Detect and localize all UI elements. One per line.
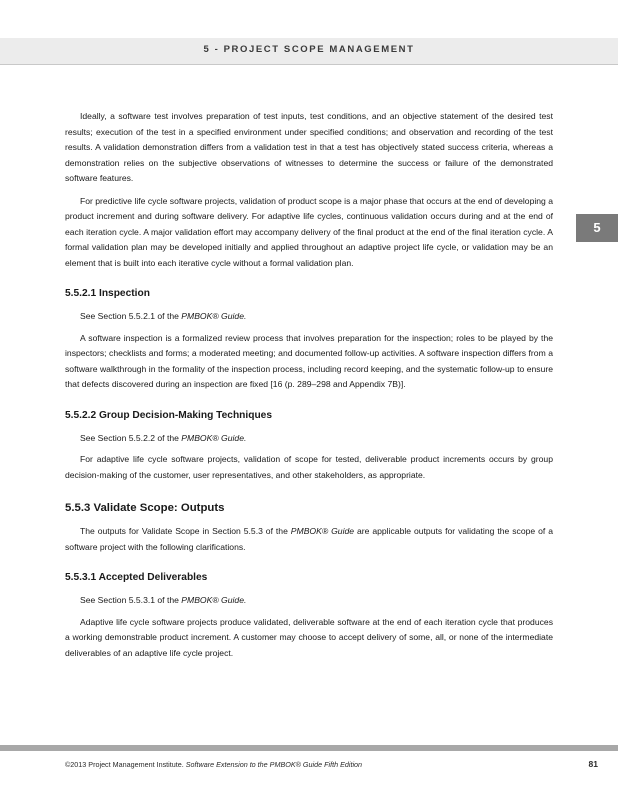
page-number: 81: [588, 759, 598, 769]
chapter-tab: 5: [576, 214, 618, 242]
page-body: [65, 109, 553, 668]
paragraph-predictive-validation: For predictive life cycle software projects, validation of product scope is a major phase that occurs at the end of developing a product increment and during software delivery. For adaptive life cycles, continuous validation occurs during and at the end of each iteration cycle. A major validation effort may accompany delivery of the final product at the end of the final iteration cycle. A formal validation plan may be developed initially and applied throughout an adaptive project life cycle, or validation may be an element that is built into each iterative cycle without a formal validation plan.: [65, 195, 553, 268]
footer-band: [0, 745, 618, 751]
reference-guide: PMBOK® Guide.: [181, 311, 247, 321]
outputs-guide: PMBOK® Guide: [290, 526, 355, 536]
reference-5-5-3-1: [65, 593, 553, 609]
reference-text: See Section 5.5.2.2 of the: [80, 432, 182, 443]
heading-5-5-3: 5.5.3 Validate Scope: Outputs: [65, 502, 225, 514]
reference-guide: PMBOK® Guide.: [181, 432, 247, 443]
paragraph-inspection: A software inspection is a formalized review process that involves preparation for the inspection; roles to be played by the inspectors; checklists and forms; a moderated meeting; and documented follow-up activities. A software inspection differs from a software walkthrough in the formality of the inspection process, including record keeping, and the systematic follow-up to ensure that defects discovered during an inspection are fixed [16 (p. 289–298 and Appendix 7B)].: [65, 332, 553, 389]
reference-5-5-2-2: [65, 431, 553, 447]
heading-5-5-3-1: 5.5.3.1 Accepted Deliverables: [65, 572, 208, 583]
outputs-text-end: are applicable outputs for validating the scope of a software project with the following clarifications.: [65, 526, 553, 552]
reference-text: See Section 5.5.3.1 of the: [80, 595, 182, 605]
header-divider: [0, 64, 618, 65]
paragraph-group-decision: For adaptive life cycle software projects, validation of scope for tested, deliverable product increments occurs by group decision-making of the customer, user representatives, and other stakeholders, as appropriate.: [65, 454, 553, 480]
paragraph-accepted-deliverables: Adaptive life cycle software projects produce validated, deliverable software at the end of each iteration cycle that produces a working demonstrable product increment. A customer may choose to accept delivery of some, all, or none of the intermediate deliverables of an adaptive life cycle project.: [65, 616, 553, 658]
reference-guide: PMBOK® Guide.: [181, 595, 247, 605]
paragraph-outputs: [65, 524, 553, 555]
outputs-text-start: The outputs for Validate Scope in Section 5.5.3 of the: [80, 526, 291, 536]
heading-5-5-2-2: 5.5.2.2 Group Decision-Making Techniques: [65, 409, 273, 421]
running-header: 5 - PROJECT SCOPE MANAGEMENT: [203, 44, 415, 55]
copyright-text: ©2013 Project Management Institute.: [65, 760, 186, 769]
heading-5-5-2-1: 5.5.2.1 Inspection: [65, 288, 150, 299]
footer-copyright: [65, 760, 362, 769]
reference-5-5-2-1: [65, 309, 553, 325]
reference-text: See Section 5.5.2.1 of the: [80, 311, 182, 321]
paragraph-validation-test: Ideally, a software test involves preparation of test inputs, test conditions, and an objective statement of the desired test results; execution of the test in a specified environment under specified conditions; and observation and recording of the test results. A validation demonstration differs from a validation test in that a test has objectively stated success criteria, whereas a demonstration relies on the subjective observations of witnesses to determine the success or failure of the demonstrated software features.: [65, 111, 553, 183]
book-title: Software Extension to the PMBOK® Guide Fifth Edition: [185, 760, 363, 769]
